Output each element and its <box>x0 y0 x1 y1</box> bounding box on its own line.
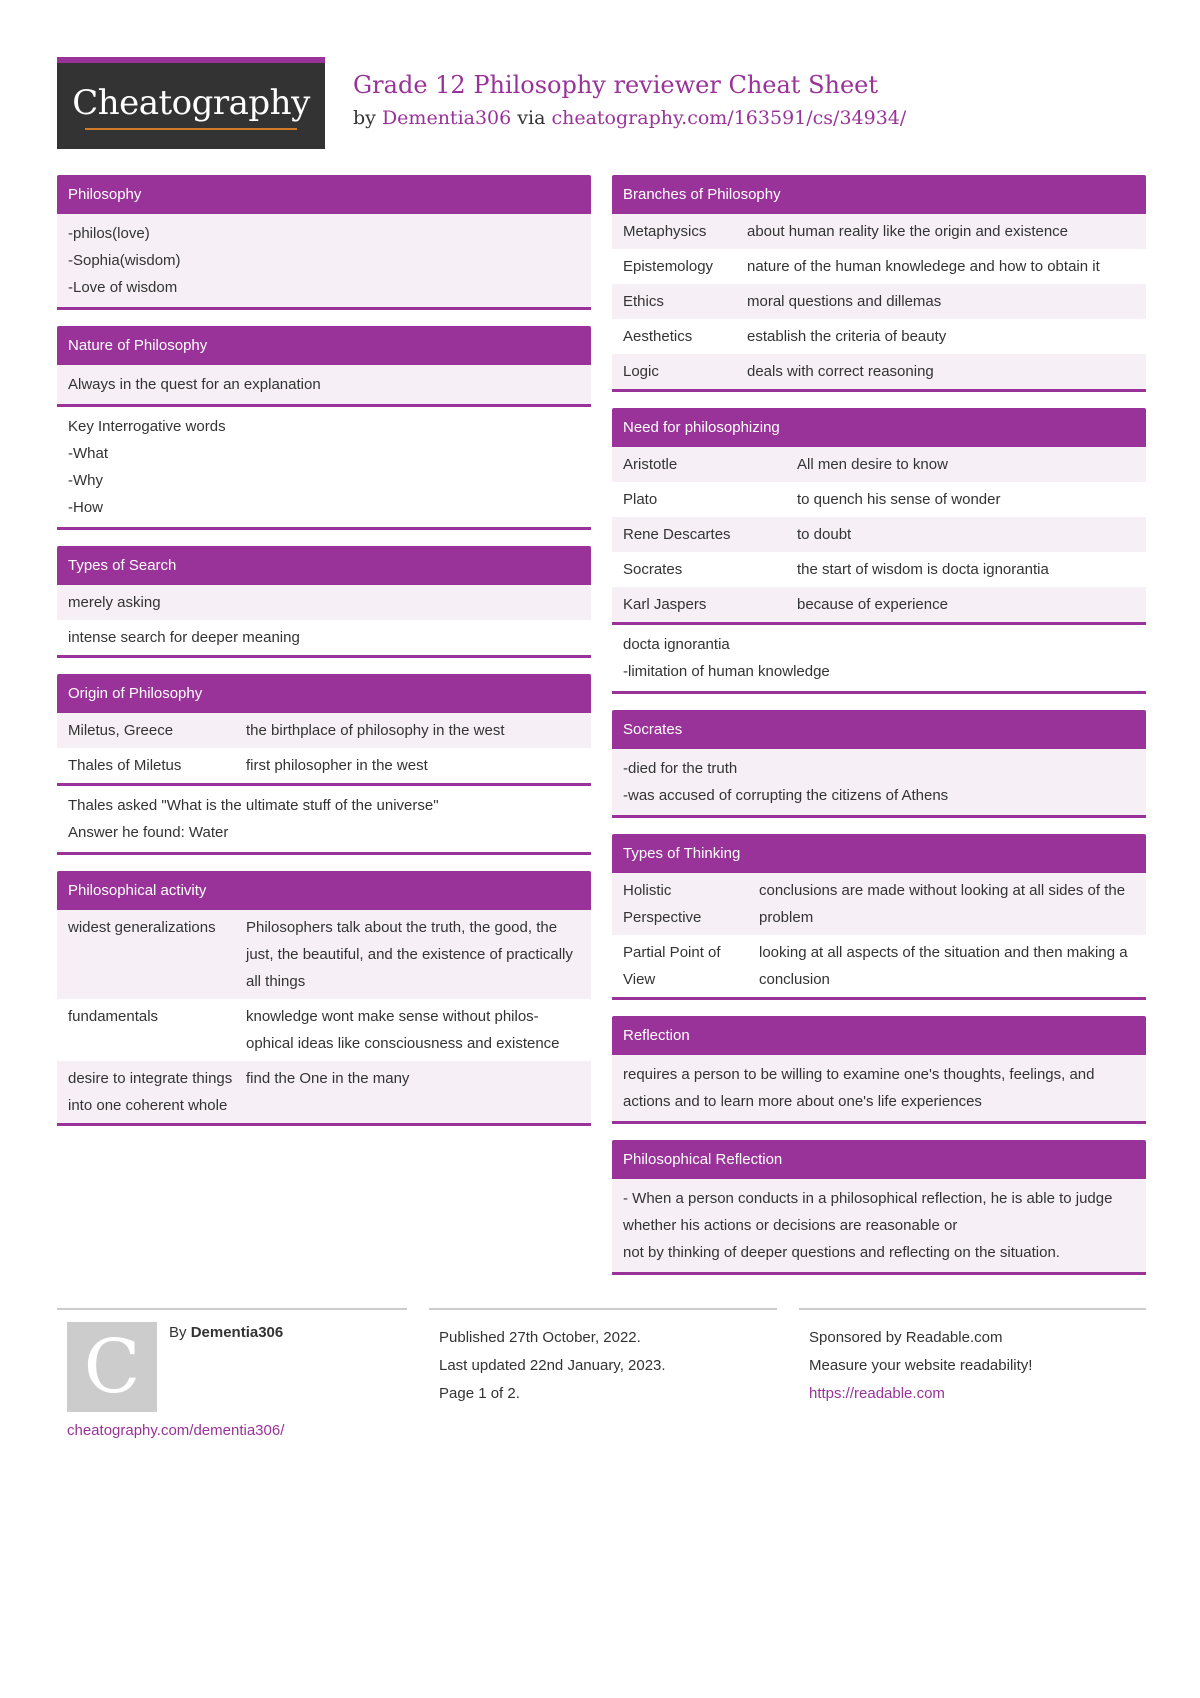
row-text: merely asking <box>68 594 161 611</box>
table-row <box>57 748 591 783</box>
text-block <box>57 407 591 527</box>
table-row <box>612 935 1146 997</box>
table-row <box>57 999 591 1061</box>
row-value: looking at all aspects of the situation and then making a conclusion <box>759 944 1128 988</box>
table-row <box>612 354 1146 389</box>
left-column <box>57 175 591 1142</box>
table-row <box>57 620 591 655</box>
section-title: Branches of Philosophy <box>612 175 1146 214</box>
table-row <box>612 214 1146 249</box>
row-value: the birthplace of philosophy in the west <box>246 722 505 739</box>
text-line: docta ignorantia <box>623 636 730 653</box>
row-value: moral questions and dillemas <box>747 293 942 310</box>
table-row <box>612 587 1146 622</box>
row-value: the start of wisdom is docta ignorantia <box>797 561 1049 578</box>
page-number: Page 1 of 2. <box>439 1385 520 1402</box>
page-header <box>57 57 1146 149</box>
row-value: knowledge wont make sense without philosophical ideas like consciousness and existence <box>246 1008 560 1052</box>
section-nature-of-philosophy <box>57 326 591 530</box>
author-link[interactable]: Dementia306 <box>381 107 512 129</box>
section-types-of-thinking <box>612 834 1146 1000</box>
row-text: intense search for deeper meaning <box>68 629 300 646</box>
footer-sponsor-text <box>809 1324 1032 1408</box>
row-key: Miletus, Greece <box>68 722 174 739</box>
section-philosophical-reflection <box>612 1140 1146 1275</box>
text-line: Answer he found: Water <box>68 824 229 841</box>
text-block <box>612 625 1146 691</box>
text-line: not by thinking of deeper questions and reflecting on the situation. <box>623 1244 1060 1261</box>
section-title: Nature of Philosophy <box>57 326 591 365</box>
row-value: nature of the human knowledege and how to obtain it <box>747 258 1100 275</box>
right-column <box>612 175 1146 1291</box>
row-value: establish the criteria of beauty <box>747 328 947 345</box>
section-philosophical-activity <box>57 871 591 1126</box>
row-key: Logic <box>623 363 659 380</box>
text-line: -was accused of corrupting the citizens of Athens <box>623 787 949 804</box>
text-line: -Sophia(wisdom) <box>68 252 181 269</box>
row-key: Ethics <box>623 293 664 310</box>
footer-dates <box>429 1308 777 1430</box>
row-value: find the One in the many <box>246 1070 410 1087</box>
sponsor-name: Sponsored by Readable.com <box>809 1329 1003 1346</box>
by-label: By <box>169 1324 187 1341</box>
footer-author-name[interactable]: Dementia306 <box>190 1324 284 1341</box>
row-key: Aesthetics <box>623 328 693 345</box>
text-line: -limitation of human knowledge <box>623 663 830 680</box>
section-socrates <box>612 710 1146 818</box>
row-value: All men desire to know <box>797 456 948 473</box>
row-key: Partial Point of View <box>623 944 721 988</box>
updated-date: Last updated 22nd January, 2023. <box>439 1357 666 1374</box>
section-reflection <box>612 1016 1146 1124</box>
row-key: Metaphysics <box>623 223 707 240</box>
row-value: Philosophers talk about the truth, the good, the just, the beautiful, and the existence of practically all things <box>246 919 573 990</box>
sponsor-tagline: Measure your website readability! <box>809 1357 1033 1374</box>
author-profile-link[interactable]: cheatography.com/dementia306/ <box>67 1422 285 1439</box>
table-row <box>612 552 1146 587</box>
by-word: by <box>353 107 376 129</box>
text-block: requires a person to be willing to examine one's thoughts, feelings, and actions and to learn more about one's life experiences <box>612 1055 1146 1121</box>
table-row <box>57 585 591 620</box>
text-block <box>57 786 591 852</box>
row-value: about human reality like the origin and existence <box>747 223 1069 240</box>
row-key: Epistemology <box>623 258 714 275</box>
section-title: Reflection <box>612 1016 1146 1055</box>
row-key: Holistic Perspective <box>623 882 702 926</box>
text-line: -philos(love) <box>68 225 150 242</box>
table-row <box>57 713 591 748</box>
section-title: Types of Thinking <box>612 834 1146 873</box>
row-value: first philosopher in the west <box>246 757 428 774</box>
table-row <box>57 910 591 999</box>
text-line: -What <box>68 445 109 462</box>
row-value: because of experience <box>797 596 948 613</box>
text-line: -Why <box>68 472 103 489</box>
row-value: deals with correct reasoning <box>747 363 934 380</box>
page-footer <box>57 1308 1146 1448</box>
row-value: to doubt <box>797 526 852 543</box>
table-row <box>612 482 1146 517</box>
text-line: Key Interrogative words <box>68 418 226 435</box>
section-title: Socrates <box>612 710 1146 749</box>
row-key: Karl Jaspers <box>623 596 707 613</box>
table-row <box>612 249 1146 284</box>
section-branches-of-philosophy <box>612 175 1146 392</box>
sponsor-link[interactable]: https://readable.com <box>809 1385 945 1402</box>
avatar[interactable]: C <box>67 1322 157 1412</box>
cheatography-logo[interactable] <box>57 57 325 149</box>
table-row <box>612 447 1146 482</box>
text-line: -Love of wisdom <box>68 279 178 296</box>
row-key: Thales of Miletus <box>68 757 182 774</box>
section-title: Need for philosophizing <box>612 408 1146 447</box>
text-block <box>57 214 591 307</box>
page-title: Grade 12 Philosophy reviewer Cheat Sheet <box>353 71 879 99</box>
text-block <box>57 365 591 404</box>
sheet-url-link[interactable]: cheatography.com/163591/cs/34934/ <box>551 107 907 129</box>
footer-byline <box>169 1324 283 1341</box>
section-title: Philosophy <box>57 175 591 214</box>
footer-sponsor <box>799 1308 1146 1430</box>
table-row <box>57 1061 591 1123</box>
text-block <box>612 1179 1146 1272</box>
byline <box>353 107 906 129</box>
text-line: Always in the quest for an explanation <box>68 376 321 393</box>
row-key: fundamentals <box>68 1008 159 1025</box>
published-date: Published 27th October, 2022. <box>439 1329 641 1346</box>
table-row <box>612 319 1146 354</box>
section-types-of-search <box>57 546 591 658</box>
text-block <box>612 749 1146 815</box>
logo-underline <box>85 128 297 130</box>
text-line: -How <box>68 499 104 516</box>
footer-dates-text <box>439 1324 666 1408</box>
row-key: Rene Descartes <box>623 526 731 543</box>
text-line: Thales asked "What is the ultimate stuff of the universe" <box>68 797 439 814</box>
footer-author <box>57 1308 407 1439</box>
section-title: Types of Search <box>57 546 591 585</box>
row-key: Aristotle <box>623 456 678 473</box>
row-key: Socrates <box>623 561 683 578</box>
section-title: Origin of Philosophy <box>57 674 591 713</box>
via-word: via <box>517 107 546 129</box>
section-title: Philosophical Reflection <box>612 1140 1146 1179</box>
text-line: -died for the truth <box>623 760 738 777</box>
row-value: to quench his sense of wonder <box>797 491 1001 508</box>
table-row <box>612 873 1146 935</box>
row-key: widest generalizations <box>68 919 216 936</box>
table-row <box>612 517 1146 552</box>
row-key: Plato <box>623 491 658 508</box>
row-key: desire to integrate things into one coherent whole <box>68 1070 233 1114</box>
section-title: Philosophical activity <box>57 871 591 910</box>
table-row <box>612 284 1146 319</box>
logo-text: Cheatography <box>72 83 310 123</box>
section-need-for-philosophizing <box>612 408 1146 694</box>
section-philosophy <box>57 175 591 310</box>
row-value: conclusions are made without looking at all sides of the problem <box>759 882 1126 926</box>
section-origin-of-philosophy <box>57 674 591 855</box>
text-line: - When a person conducts in a philosophical reflection, he is able to judge whether his actions or decisions are reasonable or <box>623 1190 1113 1234</box>
